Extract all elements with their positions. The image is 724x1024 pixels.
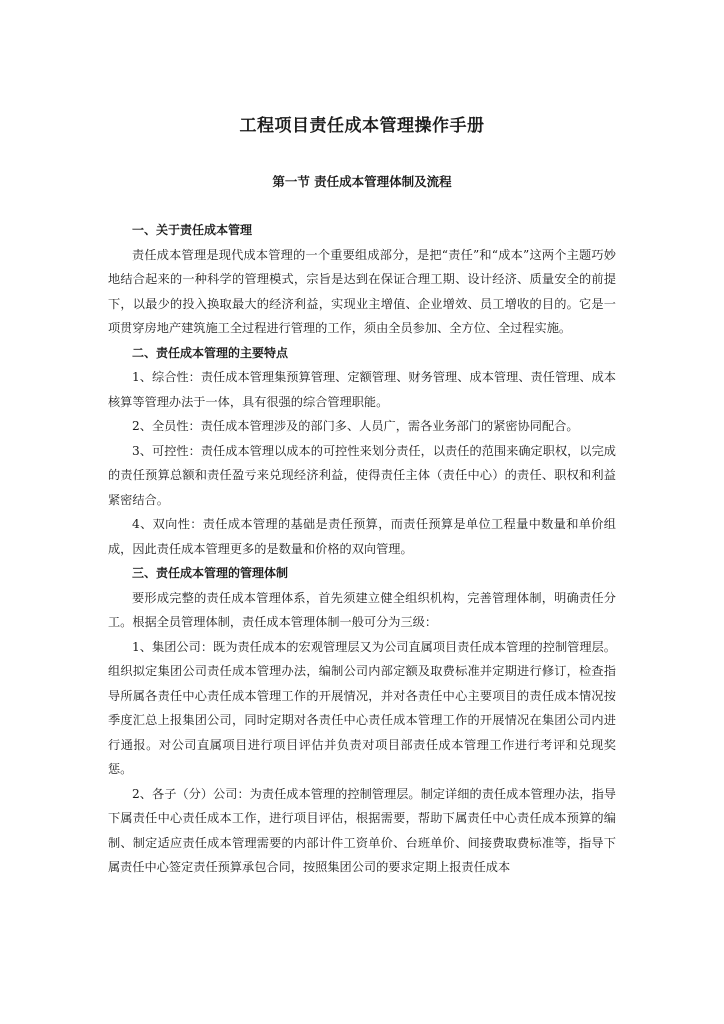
paragraph: 要形成完整的责任成本管理体系，首先须建立健全组织机构，完善管理体制，明确责任分工。根据全员管理体制，责任成本管理体制一般可分为三级： (108, 590, 616, 629)
heading-main-features: 二、责任成本管理的主要特点 (132, 345, 289, 360)
document-page (108, 110, 616, 880)
paragraph: 责任成本管理是现代成本管理的一个重要组成部分，是把“责任”和“成本”这两个主题巧妙地结合起来的一种科学的管理模式，宗旨是达到在保证合理工期、设计经济、质量安全的前提下，以最少的投入换取最大的经济利益，实现业主增值、企业增效、员工增收的目的。它是一项贯穿房地产建筑施工全过程进行管理的工作，须由全员参加、全方位、全过程实施。 (108, 247, 616, 335)
paragraph: 3、可控性：责任成本管理以成本的可控性来划分责任，以责任的范围来确定职权，以完成的责任预算总额和责任盈亏来兑现经济利益，使得责任主体（责任中心）的责任、职权和利益紧密结合。 (108, 443, 616, 507)
heading-about-responsibility-cost: 一、关于责任成本管理 (132, 223, 253, 237)
paragraph: 1、集团公司：既为责任成本的宏观管理层又为公司直属项目责任成本管理的控制管理层。组织拟定集团公司责任成本管理办法，编制公司内部定额及取费标准并定期进行修订，检查指导所属各责任中心责任成本管理工作的开展情况，并对各责任中心主要项目的责任成本情况按季度汇总上报集团公司，同时定期对各责任中心责任成本管理工作的开展情况在集团公司内进行通报。对公司直属项目进行项目评估并负责对项目部责任成本管理工作进行考评和兑现奖惩。 (108, 639, 616, 776)
paragraph: 1、综合性：责任成本管理集预算管理、定额管理、财务管理、成本管理、责任管理、成本核算等管理办法于一体，具有很强的综合管理职能。 (108, 370, 616, 409)
section-title: 第一节 责任成本管理体制及流程 (272, 174, 452, 189)
paragraph: 2、各子（分）公司：为责任成本管理的控制管理层。制定详细的责任成本管理办法，指导下属责任中心责任成本工作，进行项目评估，根据需要，帮助下属责任中心责任成本预算的编制、制定适应责任成本管理需要的内部计件工资单价、台班单价、间接费取费标准等，指导下属责任中心签定责任预算承包合同，按照集团公司的要求定期上报责任成本 (108, 786, 616, 874)
paragraph: 2、全员性：责任成本管理涉及的部门多、人员广，需各业务部门的紧密协同配合。 (132, 419, 579, 433)
paragraph: 4、双向性：责任成本管理的基础是责任预算，而责任预算是单位工程量中数量和单价组成，因此责任成本管理更多的是数量和价格的双向管理。 (108, 517, 616, 556)
document-title: 工程项目责任成本管理操作手册 (239, 116, 485, 136)
heading-management-system: 三、责任成本管理的管理体制 (132, 566, 289, 580)
